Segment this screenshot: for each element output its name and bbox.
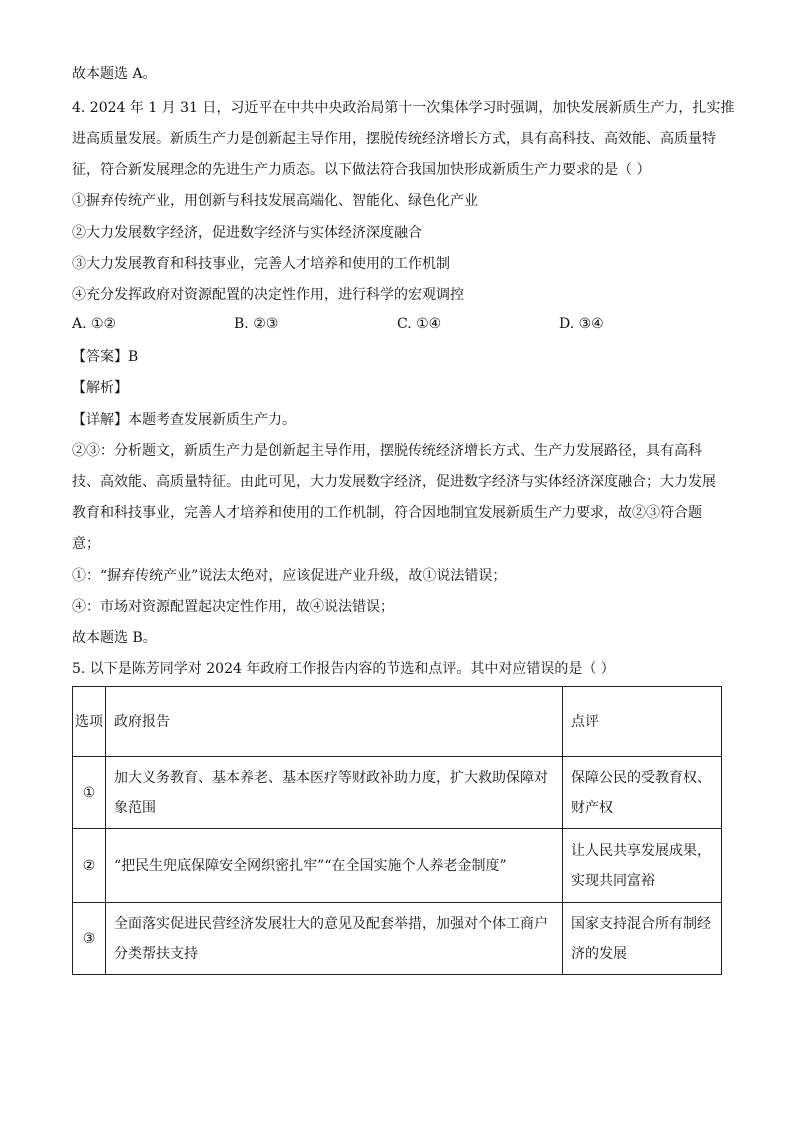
table-header-row [73,687,722,757]
row-num: ① [73,757,106,829]
row-report: 加大义务教育、基本养老、基本医疗等财政补助力度，扩大救助保障对象范围 [106,757,563,829]
conclusion: 故本题选 B。 [72,630,157,646]
option-b: B. ②③ [234,316,279,332]
header-option: 选项 [73,687,106,757]
detail-intro: 【详解】本题考查发展新质生产力。 [72,412,296,428]
prev-conclusion: 故本题选 A。 [72,66,157,82]
analysis-label: 【解析】 [72,380,128,396]
q4-statement-3: ③大力发展教育和科技事业，完善人才培养和使用的工作机制 [72,256,450,272]
row-num: ② [73,829,106,903]
row-comment: 让人民共享发展成果，实现共同富裕 [563,829,722,903]
row-report: “把民生兜底保障安全网织密扎牢”“在全国实施个人养老金制度” [106,829,563,903]
row-report: 全面落实促进民营经济发展壮大的意见及配套举措，加强对个体工商户分类帮扶支持 [106,903,563,975]
q4-stem-line1: 4. 2024 年 1 月 31 日，习近平在中共中央政治局第十一次集体学习时强调，加快发展新质生产力，扎实推 [72,100,735,116]
row-comment: 国家支持混合所有制经济的发展 [563,903,722,975]
explanation-line5: ①：“摒弃传统产业”说法太绝对，应该促进产业升级，故①说法错误； [72,568,507,584]
row-num: ③ [73,903,106,975]
q4-options [72,316,732,336]
explanation-line2: 技、高效能、高质量特征。由此可见，大力发展数字经济，促进数字经济与实体经济深度融合；大力发展 [72,474,716,490]
answer-label: 【答案】B [72,349,139,365]
q4-stem-line3: 征，符合新发展理念的先进生产力质态。以下做法符合我国加快形成新质生产力要求的是（ ） [72,162,651,178]
q4-statement-2: ②大力发展数字经济，促进数字经济与实体经济深度融合 [72,225,422,241]
table-row [73,757,722,829]
q4-stem-line2: 进高质量发展。新质生产力是创新起主导作用，摆脱传统经济增长方式，具有高科技、高效能、高质量特 [72,131,716,147]
option-d: D. ③④ [559,316,604,332]
q5-stem: 5. 以下是陈芳同学对 2024 年政府工作报告内容的节选和点评。其中对应错误的是（ ） [72,661,615,677]
q4-statement-4: ④充分发挥政府对资源配置的决定性作用，进行科学的宏观调控 [72,287,464,303]
q4-statement-1: ①摒弃传统产业，用创新与科技发展高端化、智能化、绿色化产业 [72,193,478,209]
table-row [73,903,722,975]
explanation-line6: ④：市场对资源配置起决定性作用，故④说法错误； [72,599,394,615]
row-comment: 保障公民的受教育权、财产权 [563,757,722,829]
header-report: 政府报告 [106,687,563,757]
explanation-line3: 教育和科技事业，完善人才培养和使用的工作机制，符合因地制宜发展新质生产力要求，故②③符合题 [72,505,702,521]
option-a: A. ①② [72,316,117,332]
explanation-line1: ②③：分析题文，新质生产力是创新起主导作用，摆脱传统经济增长方式、生产力发展路径，具有高科 [72,443,702,459]
q5-table [72,686,722,975]
table-row [73,829,722,903]
option-c: C. ①④ [397,316,442,332]
explanation-line4: 意； [72,536,100,552]
header-comment: 点评 [563,687,722,757]
